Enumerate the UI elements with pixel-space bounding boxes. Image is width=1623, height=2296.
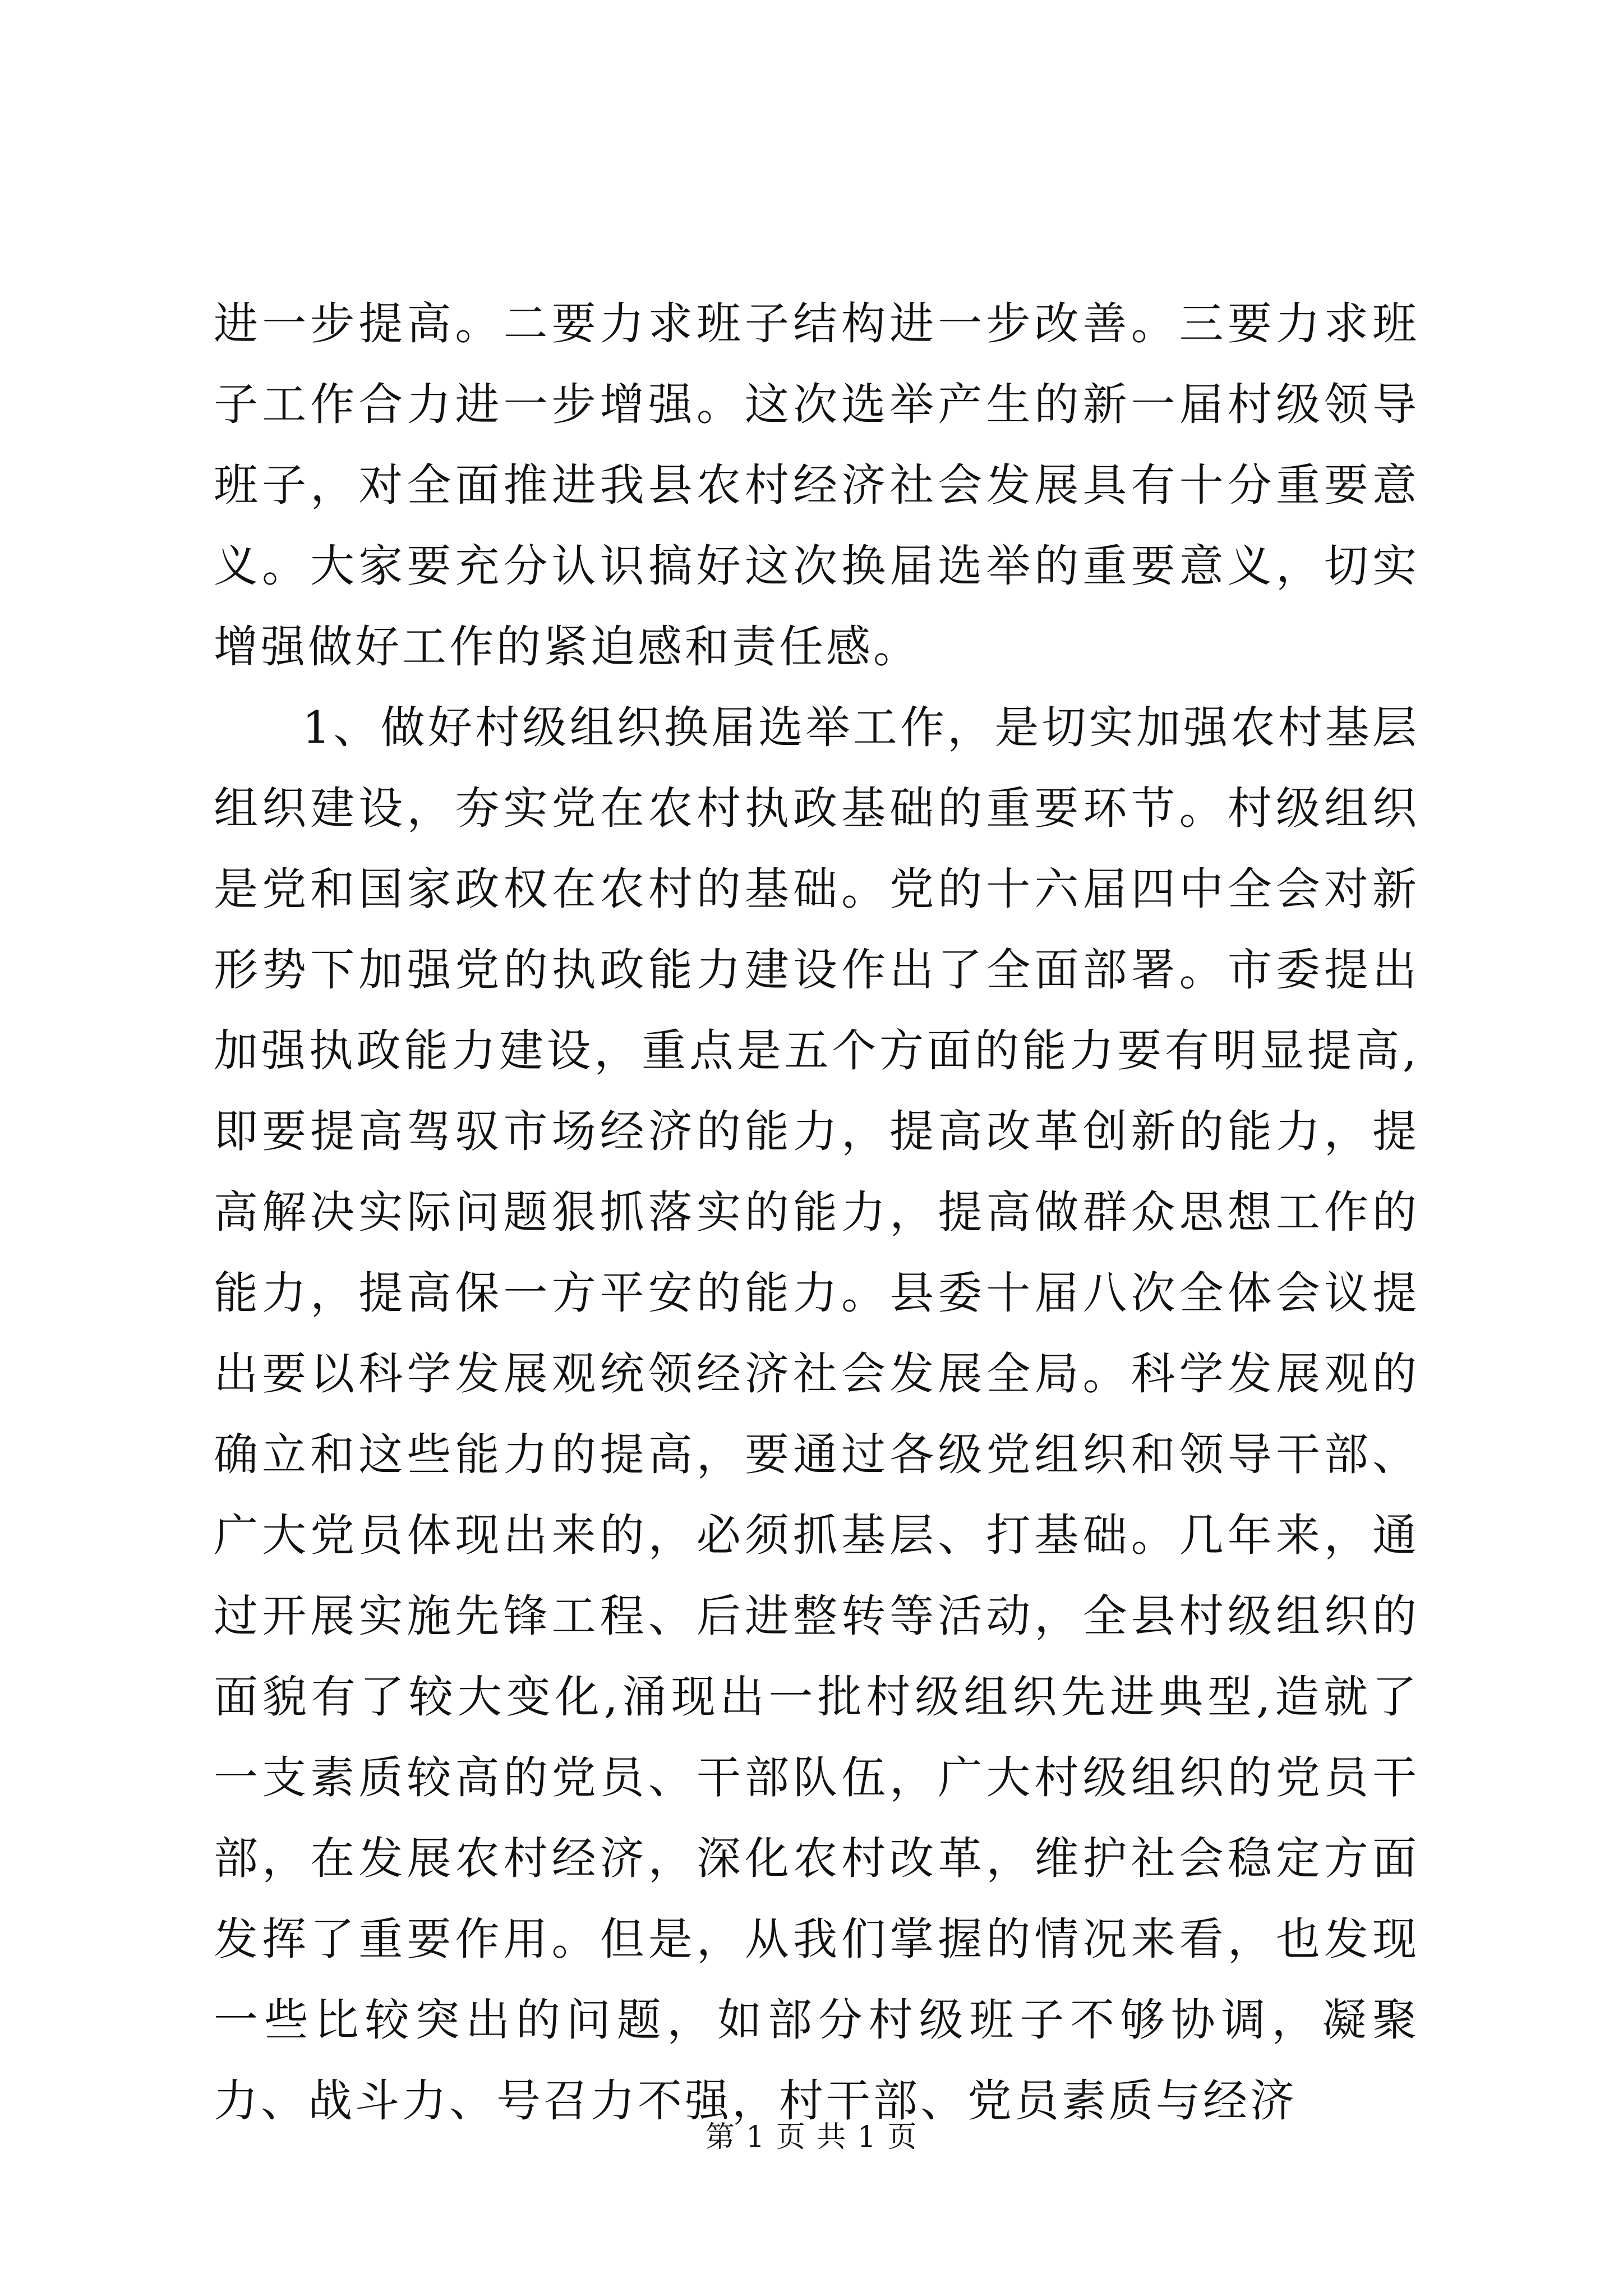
- paragraph-1: 进一步提高。二要力求班子结构进一步改善。三要力求班子工作合力进一步增强。这次选举产生的新一届村级领导班子，对全面推进我县农村经济社会发展具有十分重要意义。大家要充分认识搞好这次换届选举的重要意义，切实增强做好工作的紧迫感和责任感。: [214, 298, 1419, 673]
- paragraph-2: 1、做好村级组织换届选举工作，是切实加强农村基层组织建设，夯实党在农村执政基础的重要环节。村级组织是党和国家政权在农村的基础。党的十六届四中全会对新形势下加强党的执政能力建设作出了全面部署。市委提出加强执政能力建设，重点是五个方面的能力要有明显提高,即要提高驾驭市场经济的能力，提高改革创新的能力，提高解决实际问题狠抓落实的能力，提高做群众思想工作的能力，提高保一方平安的能力。县委十届八次全体会议提出要以科学发展观统领经济社会发展全局。科学发展观的确立和这些能力的提高，要通过各级党组织和领导干部、广大党员体现出来的，必须抓基层、打基础。几年来，通过开展实施先锋工程、后进整转等活动，全县村级组织的面貌有了较大变化,涌现出一批村级组织先进典型,造就了一支素质较高的党员、干部队伍，广大村级组织的党员干部，在发展农村经济，深化农村改革，维护社会稳定方面发挥了重要作用。但是，从我们掌握的情况来看，也发现一些比较突出的问题，如部分村级班子不够协调，凝聚力、战斗力、号召力不强，村干部、党员素质与经济: [214, 702, 1419, 2127]
- page-footer: 第 1 页 共 1 页: [705, 2120, 918, 2154]
- document-body: [214, 283, 1419, 2141]
